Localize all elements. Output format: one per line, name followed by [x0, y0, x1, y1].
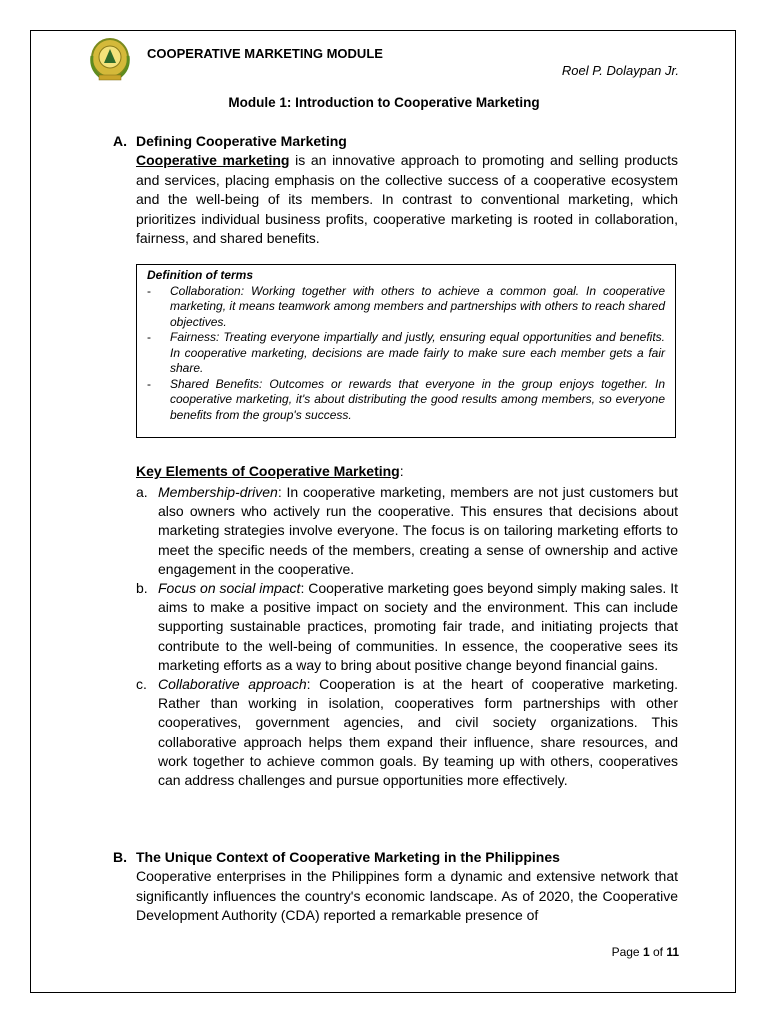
- list-text: : In cooperative marketing, members are not just customers but also owners who actively run the cooperative. This ensures that decisions about marketing strategies involve everyone. The focus is on tailoring marketing efforts to meet the specific needs of the members, creating a sense of ownership and active engagement in the cooperative.: [158, 484, 678, 577]
- definition-box-title: Definition of terms: [147, 268, 254, 282]
- bullet-dash: -: [147, 330, 151, 344]
- page-label: Page: [611, 945, 643, 959]
- header-title: COOPERATIVE MARKETING MODULE: [147, 46, 383, 61]
- list-marker: a.: [136, 484, 148, 500]
- list-term: Collaborative approach: [158, 676, 307, 693]
- definition-item: [147, 377, 665, 424]
- definition-box: [136, 264, 676, 438]
- list-term: Focus on social impact: [158, 580, 301, 597]
- definition-text: Fairness: Treating everyone impartially and justly, ensuring equal opportunities and benefits. In cooperative marketing, decisions are made fairly to make sure each member gets a fair share.: [170, 330, 665, 375]
- of-label: of: [649, 945, 667, 959]
- list-text: : Cooperation is at the heart of cooperative marketing. Rather than working in isolation, cooperatives form partnerships with other cooperatives, government agencies, and civil society organizations. This collaborative approach helps them expand their influence, share resources, and work together to achieve common goals. By teaming up with others, cooperatives can address challenges and pursue opportunities more effectively.: [158, 676, 678, 789]
- list-term: Membership-driven: [158, 484, 278, 500]
- list-marker: c.: [136, 676, 147, 693]
- heading-colon: :: [399, 463, 404, 479]
- section-letter: B.: [113, 849, 127, 865]
- key-elements-heading: [136, 463, 404, 479]
- definition-text: Shared Benefits: Outcomes or rewards that everyone in the group enjoys together. In cooperative marketing, it's about distributing the good results among members, so everyone benefits from the group's success.: [170, 376, 665, 422]
- module-title: Module 1: Introduction to Cooperative Marketing: [228, 95, 540, 110]
- section-a-paragraph: [136, 151, 678, 249]
- list-marker: b.: [136, 580, 148, 597]
- list-item: [136, 483, 678, 579]
- section-b-heading: [113, 849, 560, 865]
- paragraph-text: is an innovative approach to promoting and selling products and services, placing emphasis on the collective success of a cooperative ecosystem and the well-being of its members. In contrast to conventional marketing, which prioritizes individual business profits, cooperative marketing is rooted in collaboration, fairness, and shared benefits.: [136, 152, 678, 246]
- section-a-heading: [113, 133, 347, 149]
- page-total: 11: [666, 945, 679, 959]
- key-elements-list: [136, 483, 678, 790]
- key-elements-title: Key Elements of Cooperative Marketing: [136, 463, 400, 479]
- author-name: Roel P. Dolaypan Jr.: [561, 63, 679, 78]
- list-item: [136, 579, 678, 675]
- section-b-paragraph: [136, 867, 678, 926]
- list-item: [136, 675, 678, 790]
- section-heading-text: The Unique Context of Cooperative Marketing in the Philippines: [136, 849, 560, 865]
- key-term: Cooperative marketing: [136, 152, 290, 168]
- bullet-dash: -: [147, 283, 151, 298]
- page-current: 1: [642, 945, 650, 959]
- paragraph-text: Cooperative enterprises in the Philippines form a dynamic and extensive network that significantly influences the country's economic landscape. As of 2020, the Cooperative Development Authority (CDA) reported a remarkable presence of: [136, 868, 678, 923]
- definition-item: [147, 330, 665, 377]
- section-letter: A.: [113, 133, 127, 149]
- page-number: [612, 945, 679, 959]
- definition-text: Collaboration: Working together with others to achieve a common goal. In cooperative marketing, it means teamwork among members and partnerships with others to reach shared objectives.: [170, 283, 665, 329]
- section-heading-text: Defining Cooperative Marketing: [136, 133, 347, 149]
- definition-item: [147, 284, 665, 331]
- cooperative-seal-logo: [88, 36, 132, 82]
- bullet-dash: -: [147, 376, 151, 391]
- list-text: : Cooperative marketing goes beyond simply making sales. It aims to make a positive impact on society and the environment. This can include supporting sustainable practices, promoting fair trade, and initiating projects that contribute to the well-being of communities. In essence, the cooperative sees its marketing efforts as a way to bring about positive change beyond financial gains.: [158, 580, 678, 673]
